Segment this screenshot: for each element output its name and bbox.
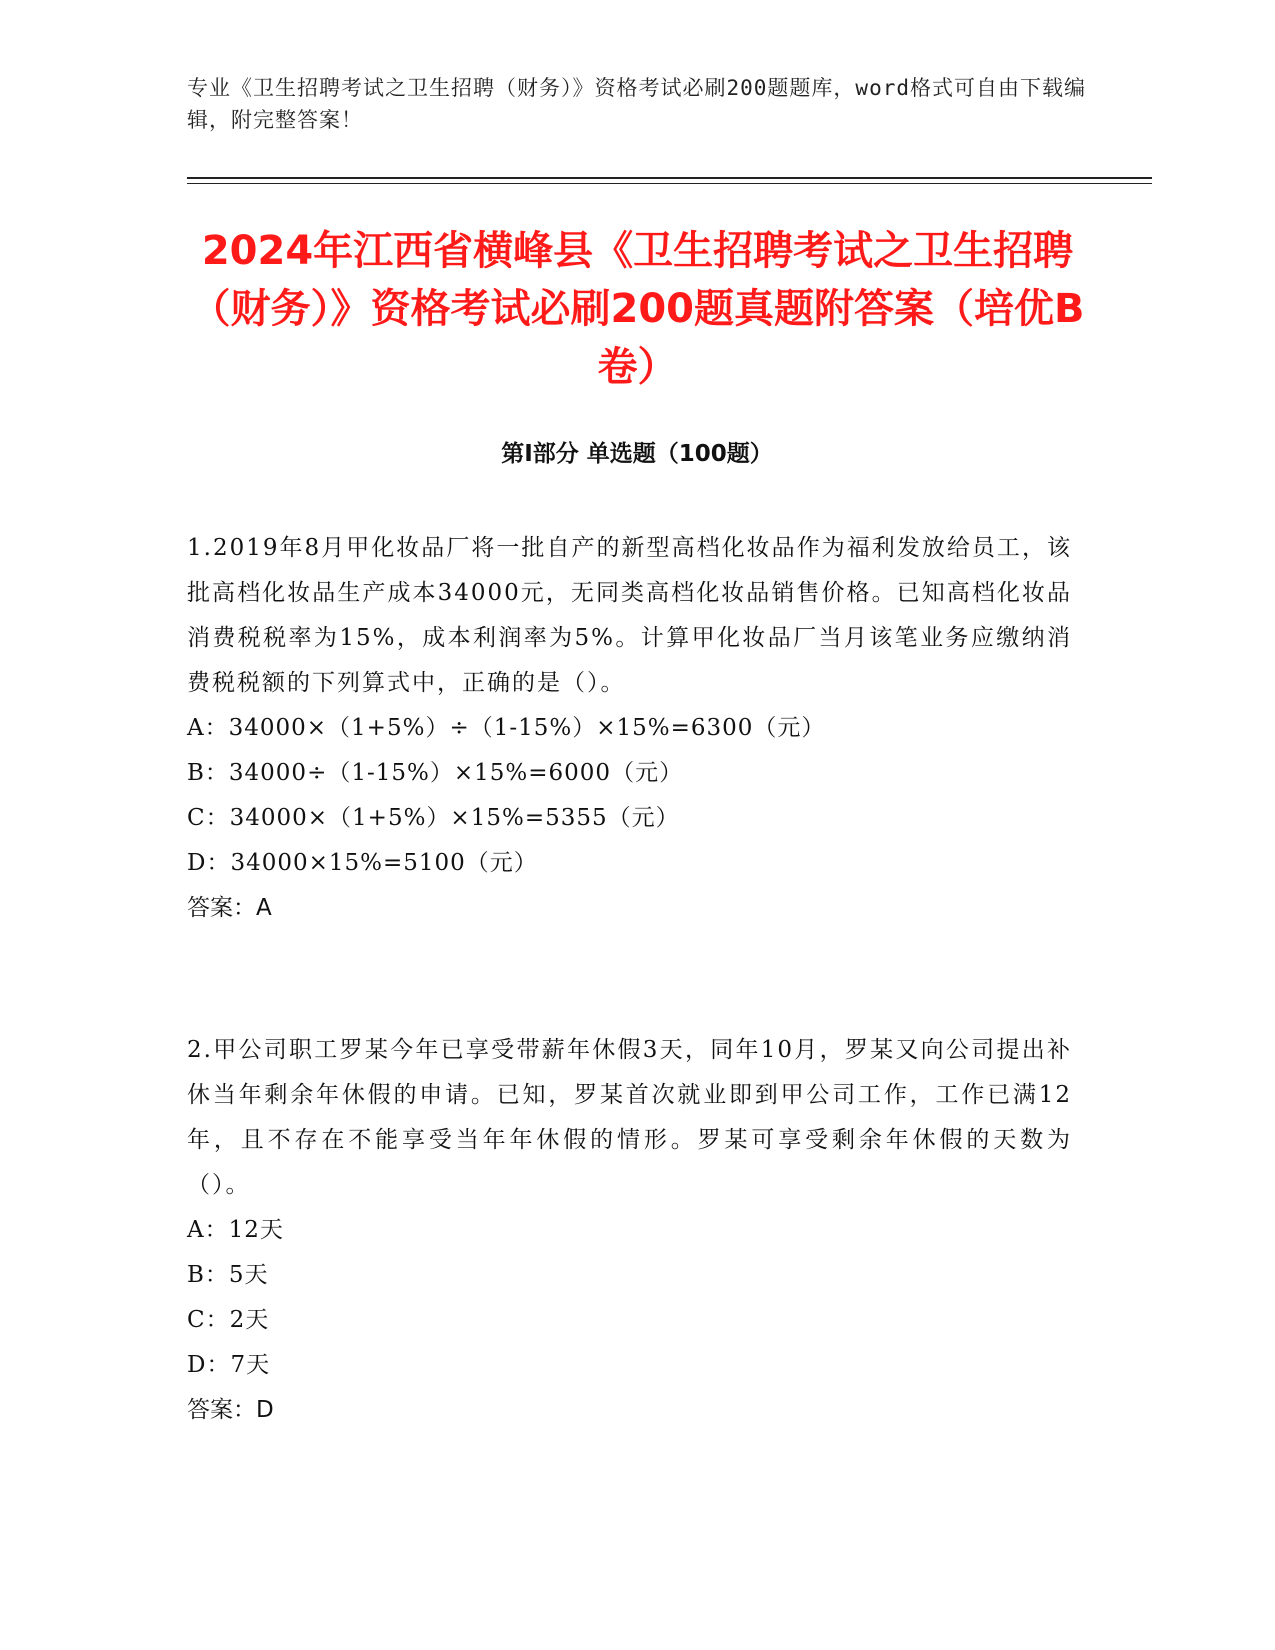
option-c: C：34000×（1+5%）×15%=5355（元） [187, 805, 680, 831]
header-divider-thin [187, 183, 1152, 184]
question-2 [187, 1028, 1072, 1433]
option-d: D：34000×15%=5100（元） [187, 850, 538, 876]
section-title: 第I部分 单选题（100题） [501, 441, 773, 467]
option-b: B：34000÷（1-15%）×15%=6000（元） [187, 760, 684, 786]
option-b: B：5天 [187, 1262, 269, 1288]
header-note: 专业《卫生招聘考试之卫生招聘（财务）》资格考试必刷200题题库，word格式可自由下载编辑，附完整答案！ [187, 76, 1086, 132]
option-a: A：34000×（1+5%）÷（1-15%）×15%=6300（元） [187, 715, 826, 741]
option-d: D：7天 [187, 1352, 271, 1378]
question-stem: 1.2019年8月甲化妆品厂将一批自产的新型高档化妆品作为福利发放给员工，该批高档化妆品生产成本34000元，无同类高档化妆品销售价格。已知高档化妆品消费税税率为15%，成本利润率为5%。计算甲化妆品厂当月该笔业务应缴纳消费税税额的下列算式中，正确的是（）。 [187, 535, 1072, 696]
document-title: 2024年江西省横峰县《卫生招聘考试之卫生招聘（财务）》资格考试必刷200题真题附答案（培优B卷） [190, 228, 1085, 390]
header-divider-thick [187, 177, 1152, 179]
answer-label: 答案：D [187, 1397, 274, 1423]
question-stem: 2.甲公司职工罗某今年已享受带薪年休假3天，同年10月，罗某又向公司提出补休当年剩余年休假的申请。已知，罗某首次就业即到甲公司工作，工作已满12年，且不存在不能享受当年年休假的情形。罗某可享受剩余年休假的天数为（）。 [187, 1037, 1072, 1198]
answer-label: 答案：A [187, 895, 272, 921]
option-c: C：2天 [187, 1307, 270, 1333]
question-1 [187, 526, 1072, 931]
option-a: A：12天 [187, 1217, 284, 1243]
